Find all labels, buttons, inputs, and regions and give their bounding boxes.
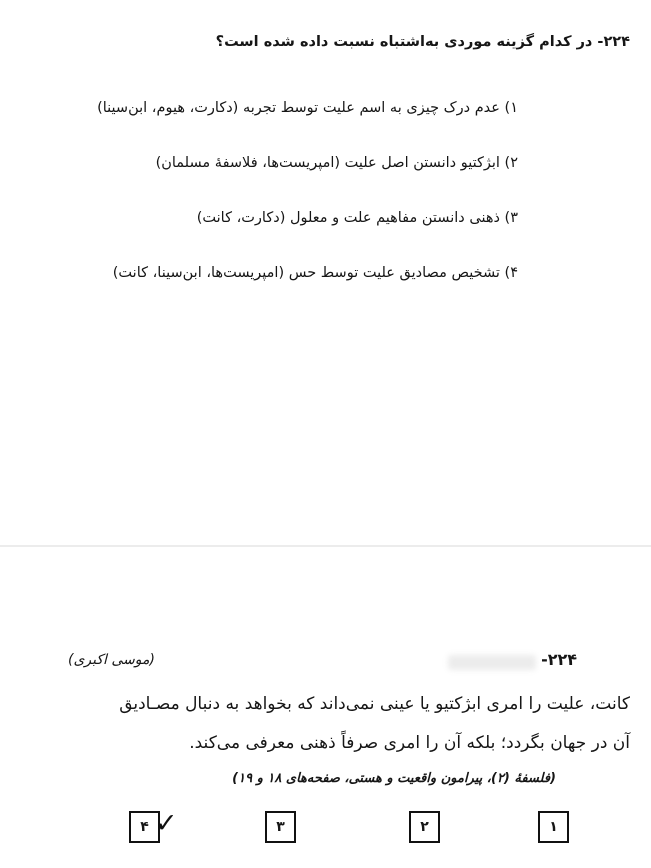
source-citation: (فلسفهٔ (۲)، پیرامون واقعیت و هستی، صفحه‌های ۱۸ و ۱۹) (232, 771, 556, 786)
faded-stamp (448, 655, 536, 670)
explanation-line-2: آن در جهان بگردد؛ بلکه آن را امری صرفاً ذهنی معرفی می‌کند. (189, 733, 630, 753)
choice-box-3[interactable]: ۳ (265, 811, 296, 843)
correct-answer-check-icon: ✓ (155, 808, 178, 839)
explanation-line-1: کانت، علیت را امری ابژکتیو یا عینی نمی‌داند که بخواهد به دنبال مصـادیق (119, 694, 630, 714)
question-option-4: ۴) تشخیص مصادیق علیت توسط حس (امپریست‌ها، ابن‌سینا، کانت) (112, 265, 518, 281)
question-option-1: ۱) عدم درک چیزی به اسم علیت توسط تجربه (دکارت، هیوم، ابن‌سینا) (97, 100, 518, 116)
question-option-2: ۲) ابژکتیو دانستن اصل علیت (امپریست‌ها، فلاسفهٔ مسلمان) (155, 155, 518, 171)
question-option-3: ۳) ذهنی دانستن مفاهیم علت و معلول (دکارت، کانت) (196, 210, 518, 226)
section-divider (0, 545, 651, 547)
choice-box-1[interactable]: ۱ (538, 811, 569, 843)
author-credit: (موسی اکبری) (68, 652, 155, 668)
question-title: ۲۲۴- در کدام گزینه موردی به‌اشتباه نسبت داده شده است؟ (215, 34, 630, 50)
choice-box-4[interactable]: ۴ (129, 811, 160, 843)
choice-box-2[interactable]: ۲ (409, 811, 440, 843)
answer-question-number: ۲۲۴- (541, 650, 577, 669)
